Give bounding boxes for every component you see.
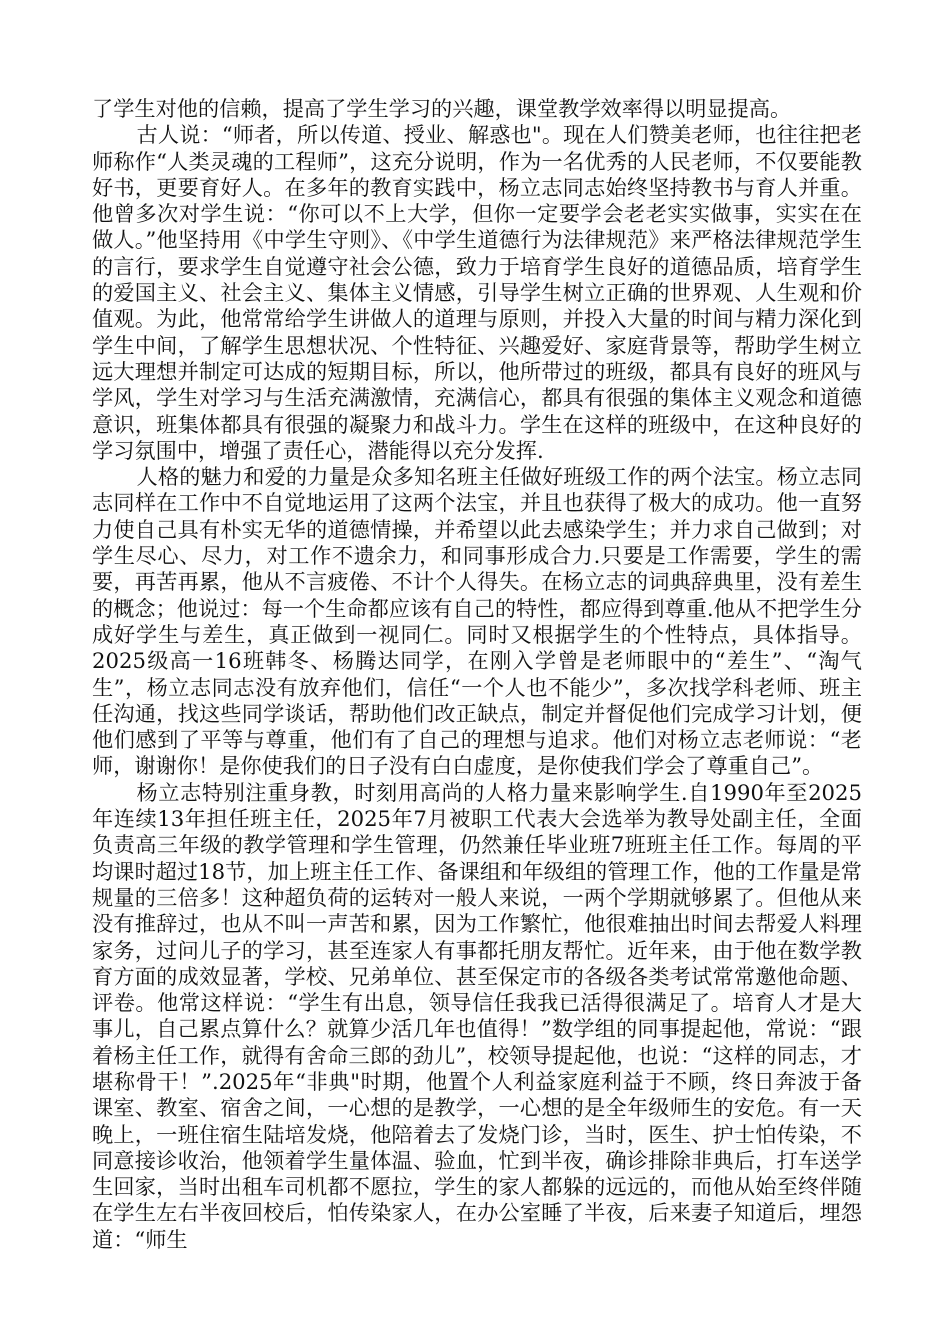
paragraph-continuation: 了学生对他的信赖，提高了学生学习的兴趣，课堂教学效率得以明显提高。 bbox=[92, 96, 792, 121]
paragraph-leading-by-example: 杨立志特别注重身教，时刻用高尚的人格力量来影响学生.自1990年至2025年连续13年担任班主任，2025年7月被职工代表大会选举为教导处副主任，全面负责高三年级的教学管理和学生管理，仍然兼任毕业班7班班主任工作。每周的平均课时超过18节，加上班主任工作、备课组和年级组的管理工作，他的工作量是常规量的三倍多！这种超负荷的运转对一般人来说，一两个学期就够累了。但他从来没有推辞过，也从不叫一声苦和累，因为工作繁忙，他很难抽出时间去帮爱人料理家务，过问儿子的学习，甚至连家人有事都托朋友帮忙。近年来，由于他在数学教育方面的成效显著，学校、兄弟单位、甚至保定市的各级各类考试常常邀他命题、评卷。他常这样说：“学生有出息，领导信任我我已活得很满足了。培育人才是大事儿，自己累点算什么？就算少活几年也值得！”数学组的同事提起他，常说：“跟着杨主任工作，就得有舍命三郎的劲儿”，校领导提起他，也说：“这样的同志，才堪称骨干！”.2025年“非典"时期，他置个人利益家庭利益于不顾，终日奔波于备课室、教室、宿舍之间，一心想的是教学，一心想的是全年级师生的安危。有一天晚上，一班住宿生陆培发烧，他陪着去了发烧门诊，当时，医生、护士怕传染，不同意接诊收治，他领着学生量体温、验血，忙到半夜，确诊排除非典后，打车送学生回家，当时出租车司机都不愿拉，学生的家人都躲的远远的，而他从始至终伴随在学生左右半夜回校后，怕传染家人，在办公室睡了半夜，后来妻子知道后，埋怨道：“师生 bbox=[92, 779, 862, 1252]
document-page bbox=[92, 96, 862, 1253]
paragraph-teaching-and-nurturing: 古人说：“师者，所以传道、授业、解惑也"。现在人们赞美老师，也往往把老师称作“人类灵魂的工程师”，这充分说明，作为一名优秀的人民老师，不仅要能教好书，更要育好人。在多年的教育实践中，杨立志同志始终坚持教书与育人并重。他曾多次对学生说：“你可以不上大学，但你一定要学会老老实实做事，实实在在做人。”他坚持用《中学生守则》、《中学生道德行为法律规范》来严格法律规范学生的言行，要求学生自觉遵守社会公德，致力于培育学生良好的道德品质，培育学生的爱国主义、社会主义、集体主义情感，引导学生树立正确的世界观、人生观和价值观。为此，他常常给学生讲做人的道理与原则，并投入大量的时间与精力深化到学生中间，了解学生思想状况、个性特征、兴趣爱好、家庭背景等，帮助学生树立远大理想并制定可达成的短期目标，所以，他所带过的班级，都具有良好的班风与学风，学生对学习与生活充满激情，充满信心，都具有很强的集体主义观念和道德意识，班集体都具有很强的凝聚力和战斗力。学生在这样的班级中，在这种良好的学习氛围中，增强了责任心，潜能得以充分发挥. bbox=[92, 122, 862, 463]
paragraph-personality-and-love: 人格的魅力和爱的力量是众多知名班主任做好班级工作的两个法宝。杨立志同志同样在工作中不自觉地运用了这两个法宝，并且也获得了极大的成功。他一直努力使自己具有朴实无华的道德情操，并希望以此去感染学生；并力求自己做到；对学生尽心、尽力，对工作不遗余力，和同事形成合力.只要是工作需要，学生的需要，再苦再累，他从不言疲倦、不计个人得失。在杨立志的词典辞典里，没有差生的概念；他说过：每一个生命都应该有自己的特性，都应得到尊重.他从不把学生分成好学生与差生，真正做到一视同仁。同时又根据学生的个性特点，具体指导。2025级高一16班韩冬、杨腾达同学，在刚入学曾是老师眼中的“差生”、“淘气生”，杨立志同志没有放弃他们，信任“一个人也不能少”，多次找学科老师、班主任沟通，找这些同学谈话，帮助他们改正缺点，制定并督促他们完成学习计划，便他们感到了平等与尊重，他们有了自己的理想与追求。他们对杨立志老师说：“老师，谢谢你！是你使我们的日子没有白白虚度，是你使我们学会了尊重自己”。 bbox=[92, 464, 862, 779]
